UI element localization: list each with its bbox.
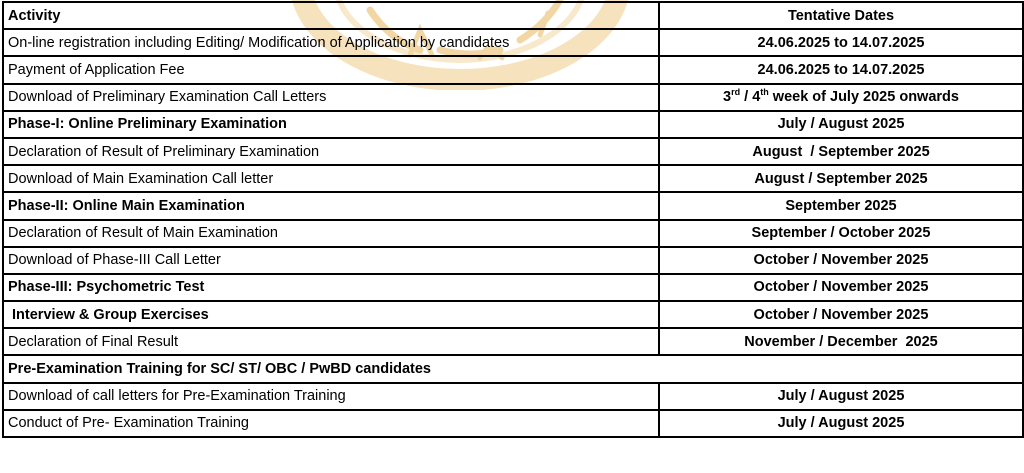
activity-cell: Phase-II: Online Main Examination: [3, 192, 659, 219]
date-text-week: week of July 2025 onwards: [768, 89, 959, 106]
date-cell: October / November 2025: [659, 301, 1023, 328]
date-cell: October / November 2025: [659, 247, 1023, 274]
header-tentative-dates: Tentative Dates: [659, 2, 1023, 29]
schedule-table: [2, 1, 1024, 438]
date-cell: November / December 2025: [659, 328, 1023, 355]
table-row: [3, 138, 1023, 165]
activity-cell: Conduct of Pre- Examination Training: [3, 410, 659, 437]
activity-cell: Download of Preliminary Examination Call Letters: [3, 84, 659, 111]
activity-cell: Phase-I: Online Preliminary Examination: [3, 111, 659, 138]
date-cell: September 2025: [659, 192, 1023, 219]
table-row: [3, 29, 1023, 56]
activity-cell: Download of call letters for Pre-Examination Training: [3, 383, 659, 410]
table-row: [3, 247, 1023, 274]
table-row: [3, 328, 1023, 355]
date-text-4: / 4: [740, 89, 761, 106]
activity-cell: Declaration of Final Result: [3, 328, 659, 355]
section-heading: Pre-Examination Training for SC/ ST/ OBC / PwBD candidates: [3, 355, 1023, 382]
activity-cell: Phase-III: Psychometric Test: [3, 274, 659, 301]
ordinal-rd: rd: [731, 87, 741, 98]
section-row-pre-exam-training: [3, 355, 1023, 382]
table-row: [3, 111, 1023, 138]
date-cell: September / October 2025: [659, 220, 1023, 247]
date-cell: October / November 2025: [659, 274, 1023, 301]
date-cell: 24.06.2025 to 14.07.2025: [659, 56, 1023, 83]
ordinal-th: th: [760, 87, 769, 98]
date-text-3: 3: [723, 89, 732, 106]
table-row: [3, 165, 1023, 192]
activity-cell: Declaration of Result of Main Examination: [3, 220, 659, 247]
table-row: [3, 84, 1023, 111]
date-cell: 24.06.2025 to 14.07.2025: [659, 29, 1023, 56]
activity-cell: Download of Phase-III Call Letter: [3, 247, 659, 274]
table-row: [3, 301, 1023, 328]
activity-cell: Declaration of Result of Preliminary Examination: [3, 138, 659, 165]
table-row: [3, 410, 1023, 437]
header-activity: Activity: [3, 2, 659, 29]
date-cell: August / September 2025: [659, 138, 1023, 165]
table-row: [3, 274, 1023, 301]
table-row: [3, 56, 1023, 83]
table-row: [3, 383, 1023, 410]
date-cell: August / September 2025: [659, 165, 1023, 192]
date-cell: July / August 2025: [659, 410, 1023, 437]
table-header-row: [3, 2, 1023, 29]
activity-cell: Interview & Group Exercises: [3, 301, 659, 328]
activity-cell: Payment of Application Fee: [3, 56, 659, 83]
date-cell: July / August 2025: [659, 383, 1023, 410]
table-row: [3, 192, 1023, 219]
date-cell: [659, 84, 1023, 111]
activity-cell: Download of Main Examination Call letter: [3, 165, 659, 192]
activity-cell: On-line registration including Editing/ Modification of Application by candidates: [3, 29, 659, 56]
date-cell: July / August 2025: [659, 111, 1023, 138]
table-row: [3, 220, 1023, 247]
